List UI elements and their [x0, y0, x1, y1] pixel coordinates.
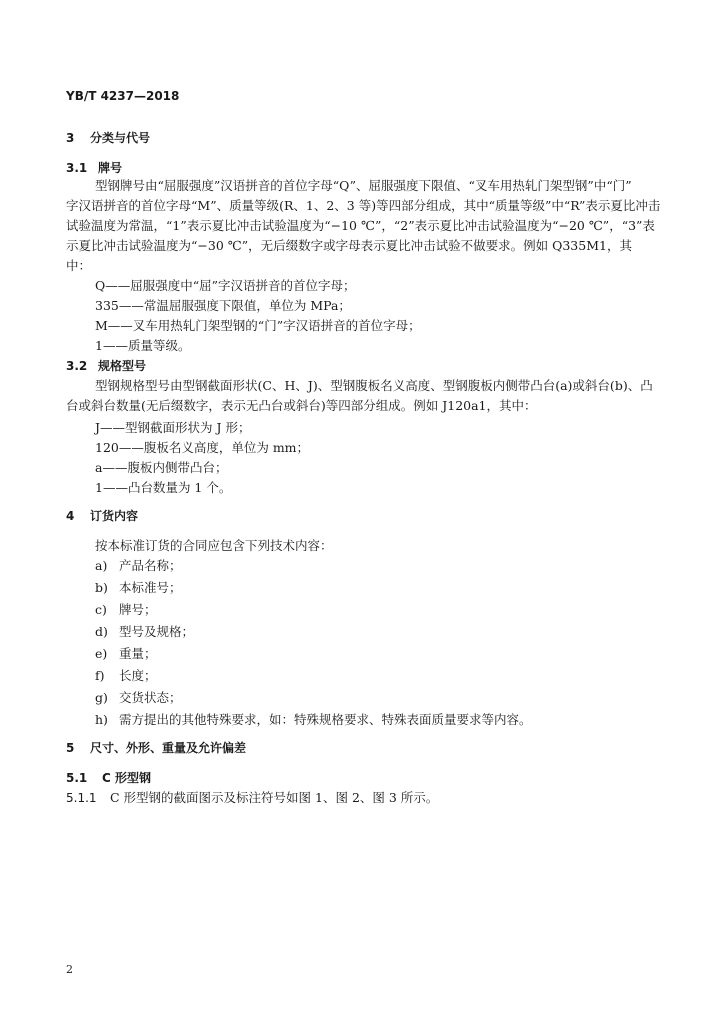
- list-text: 长度；: [119, 668, 157, 683]
- section-title: 规格型号: [98, 359, 147, 373]
- list-item: 120——腹板名义高度，单位为 mm；: [95, 440, 310, 455]
- list-item: [95, 622, 194, 642]
- section-5-1-heading: [66, 768, 151, 788]
- list-text: 产品名称；: [119, 558, 182, 573]
- section-number: 3.2: [66, 359, 88, 373]
- list-label: c): [95, 602, 107, 617]
- list-item: 1——质量等级。: [95, 338, 191, 353]
- list-item: J——型钢截面形状为 J 形；: [95, 420, 251, 435]
- clause-number: 5.1.1: [66, 791, 97, 805]
- list-item: [95, 578, 182, 598]
- page-number: 2: [66, 963, 73, 976]
- standard-number: YB/T 4237—2018: [66, 89, 180, 103]
- list-label: g): [95, 690, 108, 705]
- list-item: [95, 600, 157, 620]
- section-number: 5.1: [66, 771, 88, 785]
- paragraph-line: 型钢规格型号由型钢截面形状(C、H、J)、型钢腹板名义高度、型钢腹板内侧带凸台(a)或斜台(b)、凸: [95, 378, 653, 393]
- section-5-heading: [66, 738, 246, 758]
- list-item: 335——常温屈服强度下限值，单位为 MPa；: [95, 298, 351, 313]
- list-item: Q——屈服强度中“屈”字汉语拼音的首位字母；: [95, 278, 356, 293]
- list-text: 需方提出的其他特殊要求，如：特殊规格要求、特殊表面质量要求等内容。: [119, 712, 532, 727]
- list-label: a): [95, 558, 108, 573]
- list-item: [95, 556, 182, 576]
- paragraph-line: 示夏比冲击试验温度为“−30 ℃”，无后缀数字或字母表示夏比冲击试验不做要求。例如 Q335M1，其: [66, 238, 632, 253]
- list-item: [95, 644, 157, 664]
- list-item: a——腹板内侧带凸台；: [95, 460, 228, 475]
- section-3-heading: [66, 128, 150, 148]
- section-3-2-heading: [66, 356, 146, 376]
- list-item: [95, 688, 182, 708]
- section-number: 5: [66, 741, 75, 755]
- section-4-heading: [66, 506, 138, 526]
- paragraph-line: 试验温度为常温，“1”表示夏比冲击试验温度为“−10 ℃”，“2”表示夏比冲击试验温度为“−20 ℃”，“3”表: [66, 218, 655, 233]
- list-item: M——叉车用热轧门架型钢的“门”字汉语拼音的首位字母；: [95, 318, 421, 333]
- paragraph-line: 台或斜台数量(无后缀数字，表示无凸台或斜台)等四部分组成。例如 J120a1，其中：: [66, 398, 537, 413]
- list-item: 1——凸台数量为 1 个。: [95, 480, 232, 495]
- section-number: 3: [66, 131, 75, 145]
- section-number: 3.1: [66, 161, 88, 175]
- list-item: [95, 710, 532, 730]
- list-item: [95, 666, 157, 686]
- list-label: d): [95, 624, 108, 639]
- paragraph-line: 按本标准订货的合同应包含下列技术内容：: [95, 538, 333, 553]
- list-label: h): [95, 712, 108, 727]
- list-label: e): [95, 646, 108, 661]
- section-title: 尺寸、外形、重量及允许偏差: [90, 741, 247, 755]
- section-title: 分类与代号: [90, 131, 151, 145]
- paragraph-line: 中：: [66, 258, 92, 273]
- clause-5-1-1: [66, 788, 438, 808]
- paragraph-line: 型钢牌号由“屈服强度”汉语拼音的首位字母“Q”、屈服强度下限值、“叉车用热轧门架型钢”中“门”: [95, 178, 632, 193]
- list-label: f): [95, 668, 105, 683]
- list-text: 重量；: [119, 646, 157, 661]
- list-text: 牌号；: [119, 602, 157, 617]
- list-text: 本标准号；: [119, 580, 182, 595]
- clause-text: C 形型钢的截面图示及标注符号如图 1、图 2、图 3 所示。: [110, 790, 439, 805]
- section-3-1-heading: [66, 158, 122, 178]
- section-number: 4: [66, 509, 75, 523]
- section-title: 牌号: [98, 161, 123, 175]
- section-title: C 形型钢: [102, 771, 151, 785]
- list-text: 交货状态；: [119, 690, 182, 705]
- section-title: 订货内容: [90, 509, 139, 523]
- list-label: b): [95, 580, 108, 595]
- paragraph-line: 字汉语拼音的首位字母“M”、质量等级(R、1、2、3 等)等四部分组成，其中“质量等级”中“R”表示夏比冲击: [66, 198, 661, 213]
- list-text: 型号及规格；: [119, 624, 195, 639]
